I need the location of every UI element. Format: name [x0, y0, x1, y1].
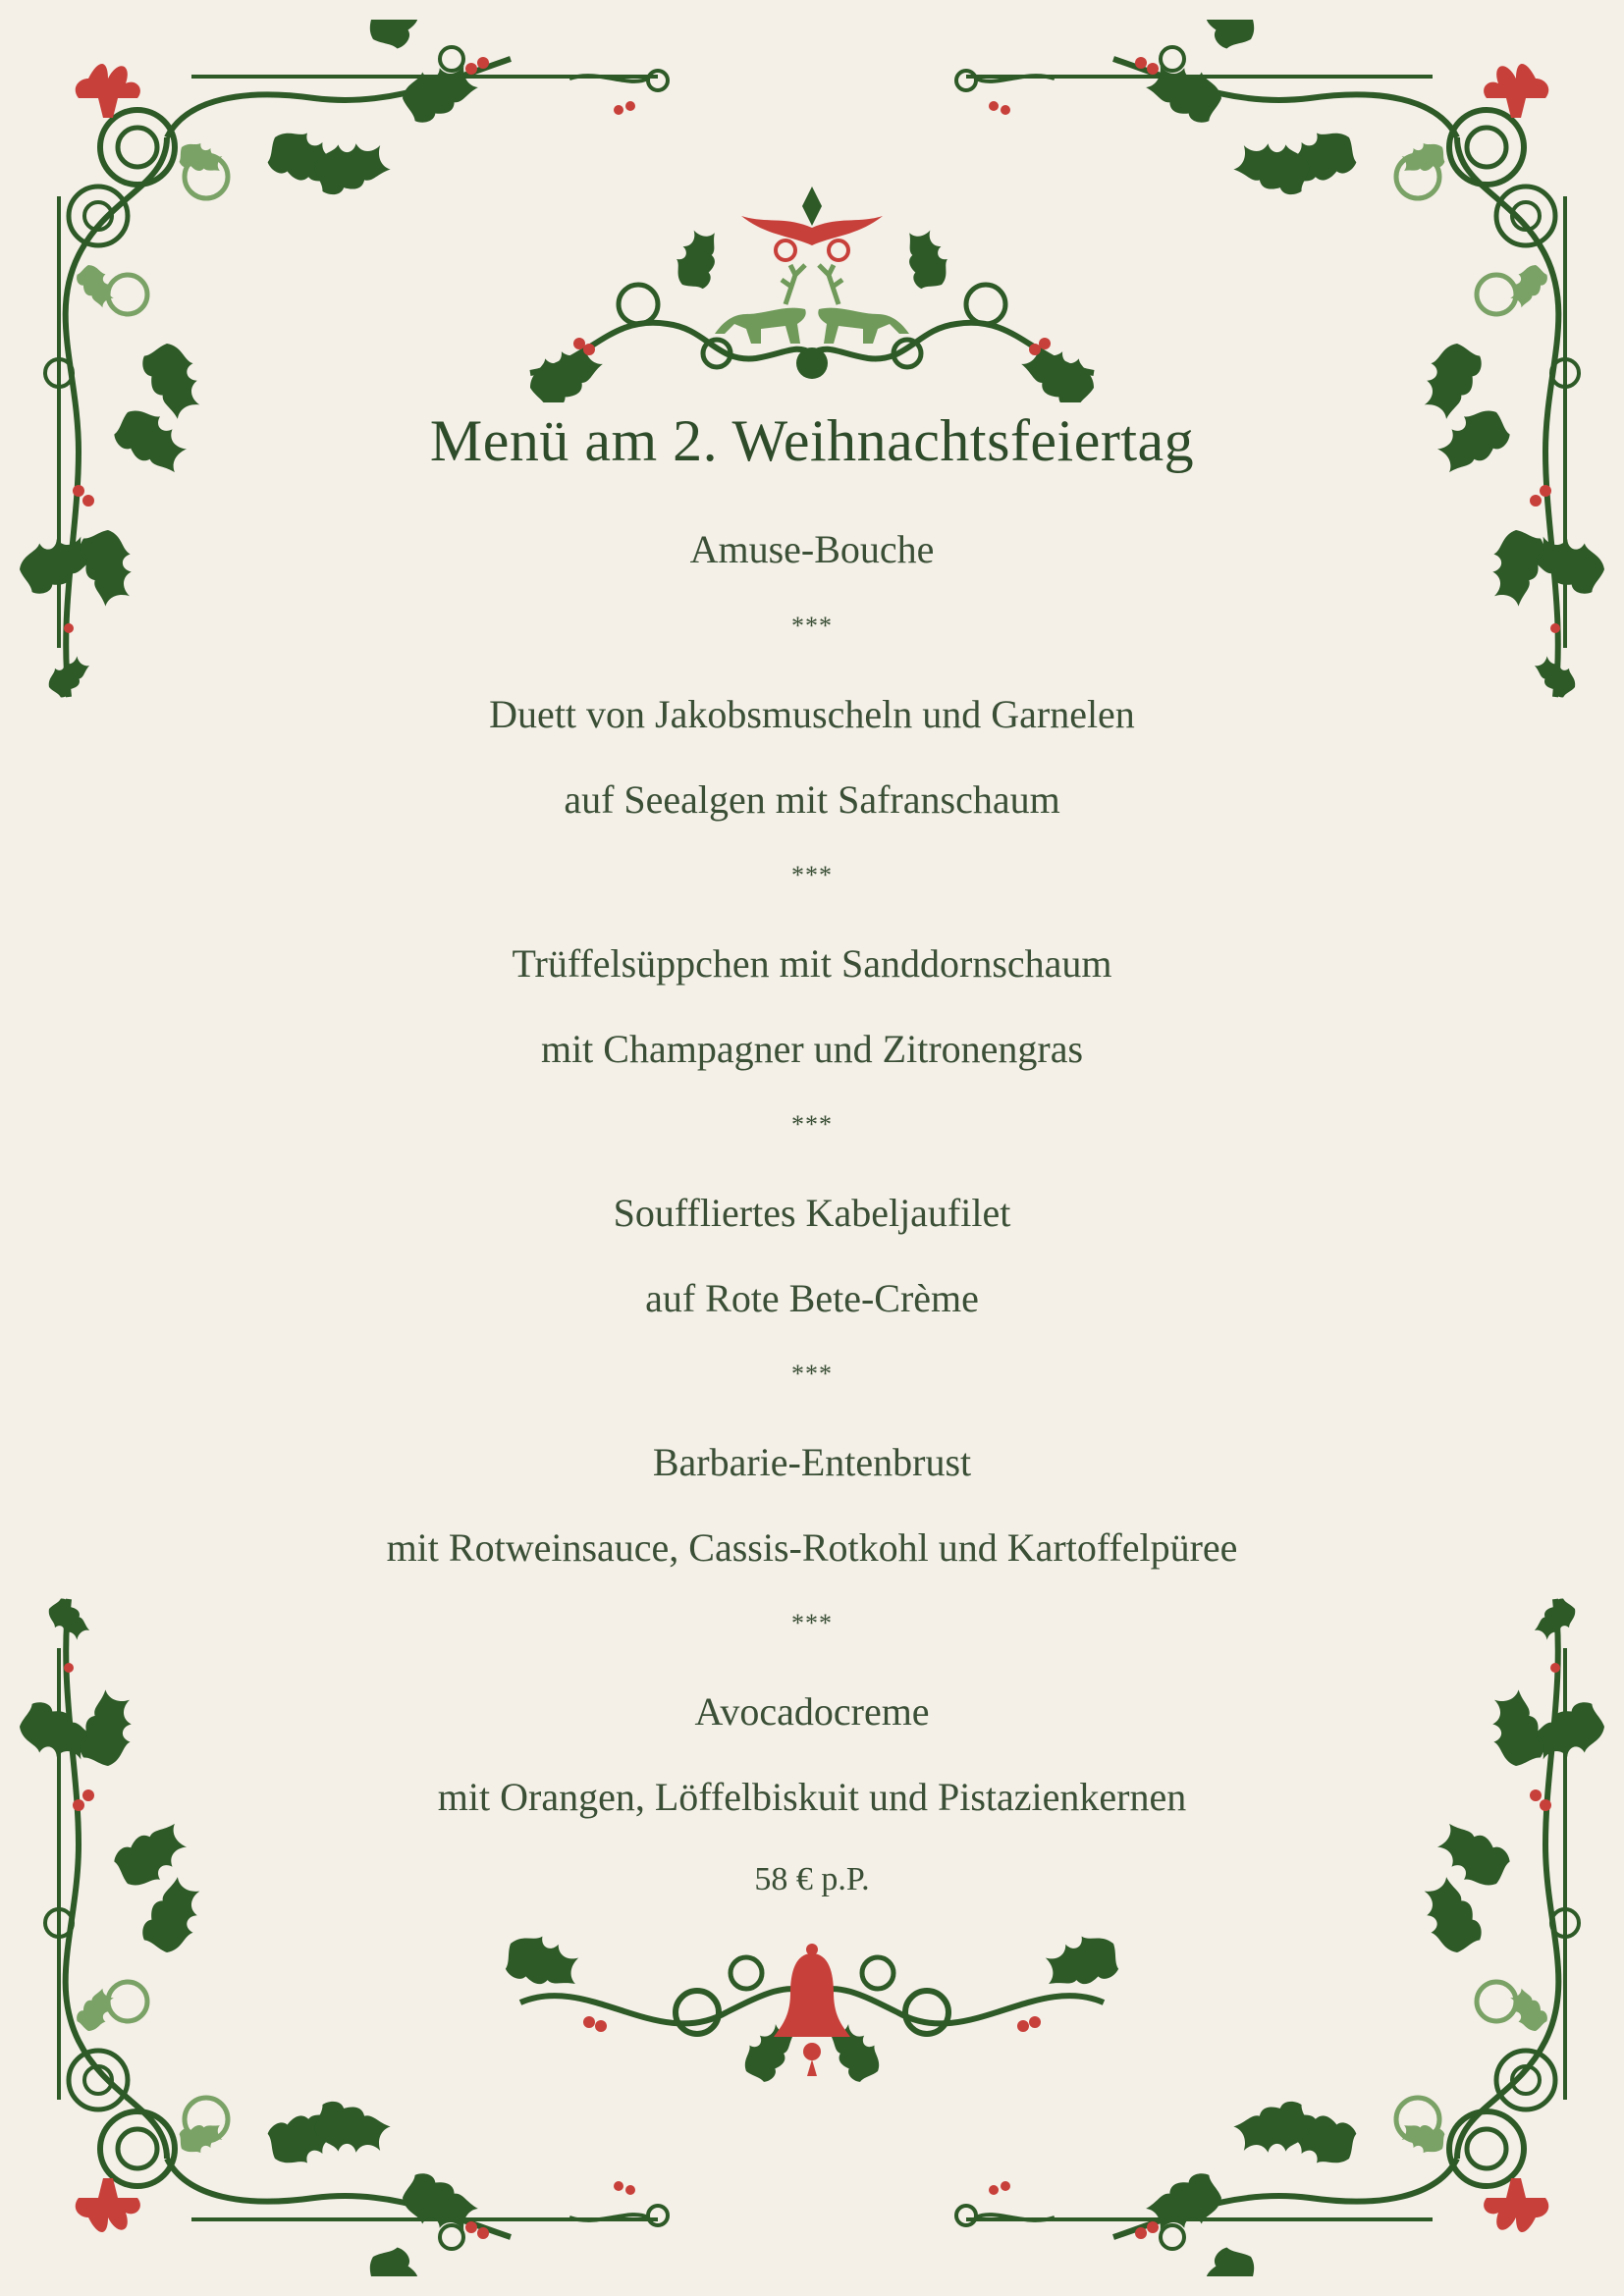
course-4-title: Souffliertes Kabeljaufilet	[613, 1191, 1011, 1235]
holly-corner-bottom-left-icon	[20, 1550, 766, 2276]
course-6-title: Avocadocreme	[694, 1689, 930, 1734]
course-separator: ***	[791, 1360, 833, 1388]
course-6-detail: mit Orangen, Löffelbiskuit und Pistazienkernen	[437, 1775, 1187, 1819]
menu-title: Menü am 2. Weihnachtsfeiertag	[429, 408, 1195, 473]
course-2-title: Duett von Jakobsmuscheln und Garnelen	[489, 692, 1135, 736]
course-3-detail: mit Champagner und Zitronengras	[540, 1027, 1084, 1071]
price: 58 € p.P.	[754, 1861, 870, 1897]
course-2-detail: auf Seealgen mit Safranschaum	[564, 777, 1060, 822]
holly-corner-bottom-right-icon	[858, 1550, 1604, 2276]
course-5-title: Barbarie-Entenbrust	[652, 1440, 972, 1484]
course-separator: ***	[791, 1609, 833, 1637]
course-separator: ***	[791, 1110, 833, 1139]
course-separator: ***	[791, 612, 833, 640]
course-4-detail: auf Rote Bete-Crème	[645, 1276, 979, 1320]
bell-icon	[501, 1914, 1123, 2110]
course-3-title: Trüffelsüppchen mit Sanddornschaum	[512, 941, 1112, 986]
course-1-title: Amuse-Bouche	[689, 527, 935, 571]
reindeer-pair-icon	[491, 167, 1133, 402]
course-5-detail: mit Rotweinsauce, Cassis-Rotkohl und Kartoffelpüree	[386, 1525, 1238, 1570]
course-separator: ***	[791, 861, 833, 889]
